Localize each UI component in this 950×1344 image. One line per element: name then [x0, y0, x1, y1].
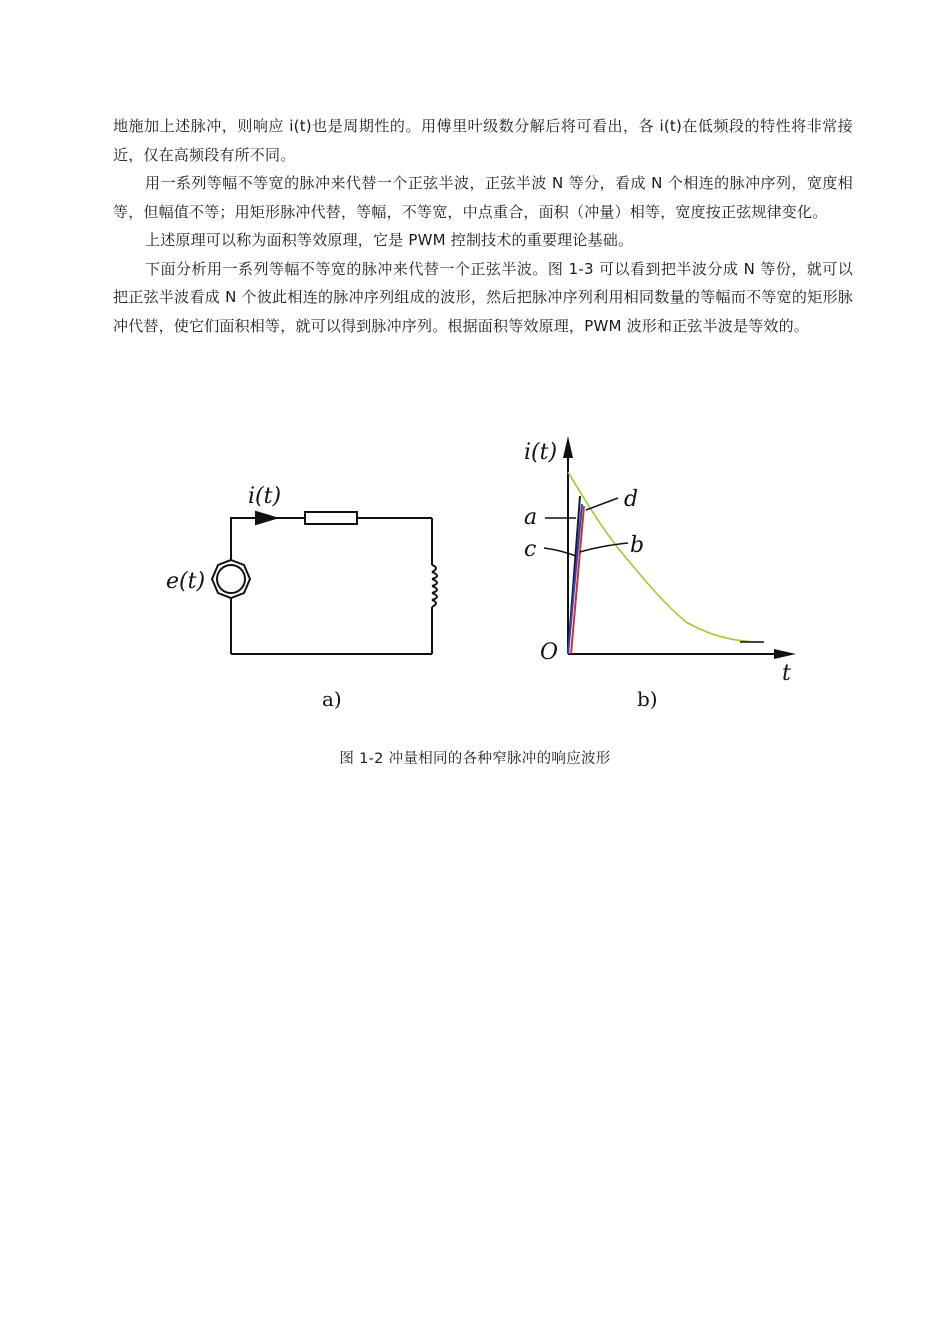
- y-axis-arrow-icon: [563, 436, 573, 458]
- x-axis-arrow-icon: [774, 649, 796, 659]
- source-label: e(t): [166, 569, 206, 594]
- leader-d: [586, 498, 618, 510]
- origin-label: O: [540, 640, 559, 665]
- paragraph-sine-replacement: 用一系列等幅不等宽的脉冲来代替一个正弦半波，正弦半波 N 等分，看成 N 个相连的脉冲序列，宽度相等，但幅值不等；用矩形脉冲代替，等幅，不等宽，中点重合，面积（冲量）相等，宽度按正弦规律变化。: [113, 174, 853, 221]
- paragraph-continuation: 地施加上述脉冲，则响应 i(t)也是周期性的。用傅里叶级数分解后将可看出，各 i(t)在低频段的特性将非常接近，仅在高频段有所不同。: [113, 117, 853, 164]
- body-text: [113, 112, 853, 340]
- curve-label-c: c: [524, 537, 537, 562]
- circuit-diagram: [212, 512, 437, 654]
- pulse-b-line: [568, 504, 582, 654]
- voltage-source-inner: [217, 565, 245, 593]
- inductor-symbol: [432, 565, 437, 607]
- response-plot: [544, 436, 796, 659]
- paragraph-pwm-analysis: 下面分析用一系列等幅不等宽的脉冲来代替一个正弦半波。图 1-3 可以看到把半波分成 N 等份，就可以把正弦半波看成 N 个彼此相连的脉冲序列组成的波形，然后把脉冲序列利用相同数量的等幅而不等宽的矩形脉冲代替，使它们面积相等，就可以得到脉冲序列。根据面积等效原理，PWM 波形和正弦半波是等效的。: [113, 259, 853, 335]
- figure-svg: [0, 400, 950, 740]
- circuit-wire-top-left: [231, 518, 305, 560]
- figure-1-2: [0, 400, 950, 780]
- x-axis-label: t: [782, 661, 791, 686]
- curve-label-a: a: [524, 505, 538, 530]
- subfigure-a-label: a): [322, 687, 342, 711]
- leader-c: [544, 548, 576, 556]
- y-axis-label: i(t): [524, 440, 558, 465]
- curve-label-b: b: [630, 533, 645, 558]
- resistor-symbol: [305, 512, 357, 524]
- decay-response-curve: [568, 472, 762, 642]
- subfigure-b-label: b): [637, 687, 658, 711]
- paragraph-area-principle: 上述原理可以称为面积等效原理，它是 PWM 控制技术的重要理论基础。: [145, 231, 634, 249]
- current-arrow-icon: [256, 512, 276, 524]
- current-label: i(t): [248, 484, 282, 509]
- figure-caption: 图 1-2 冲量相同的各种窄脉冲的响应波形: [339, 751, 611, 767]
- curve-label-d: d: [624, 487, 639, 512]
